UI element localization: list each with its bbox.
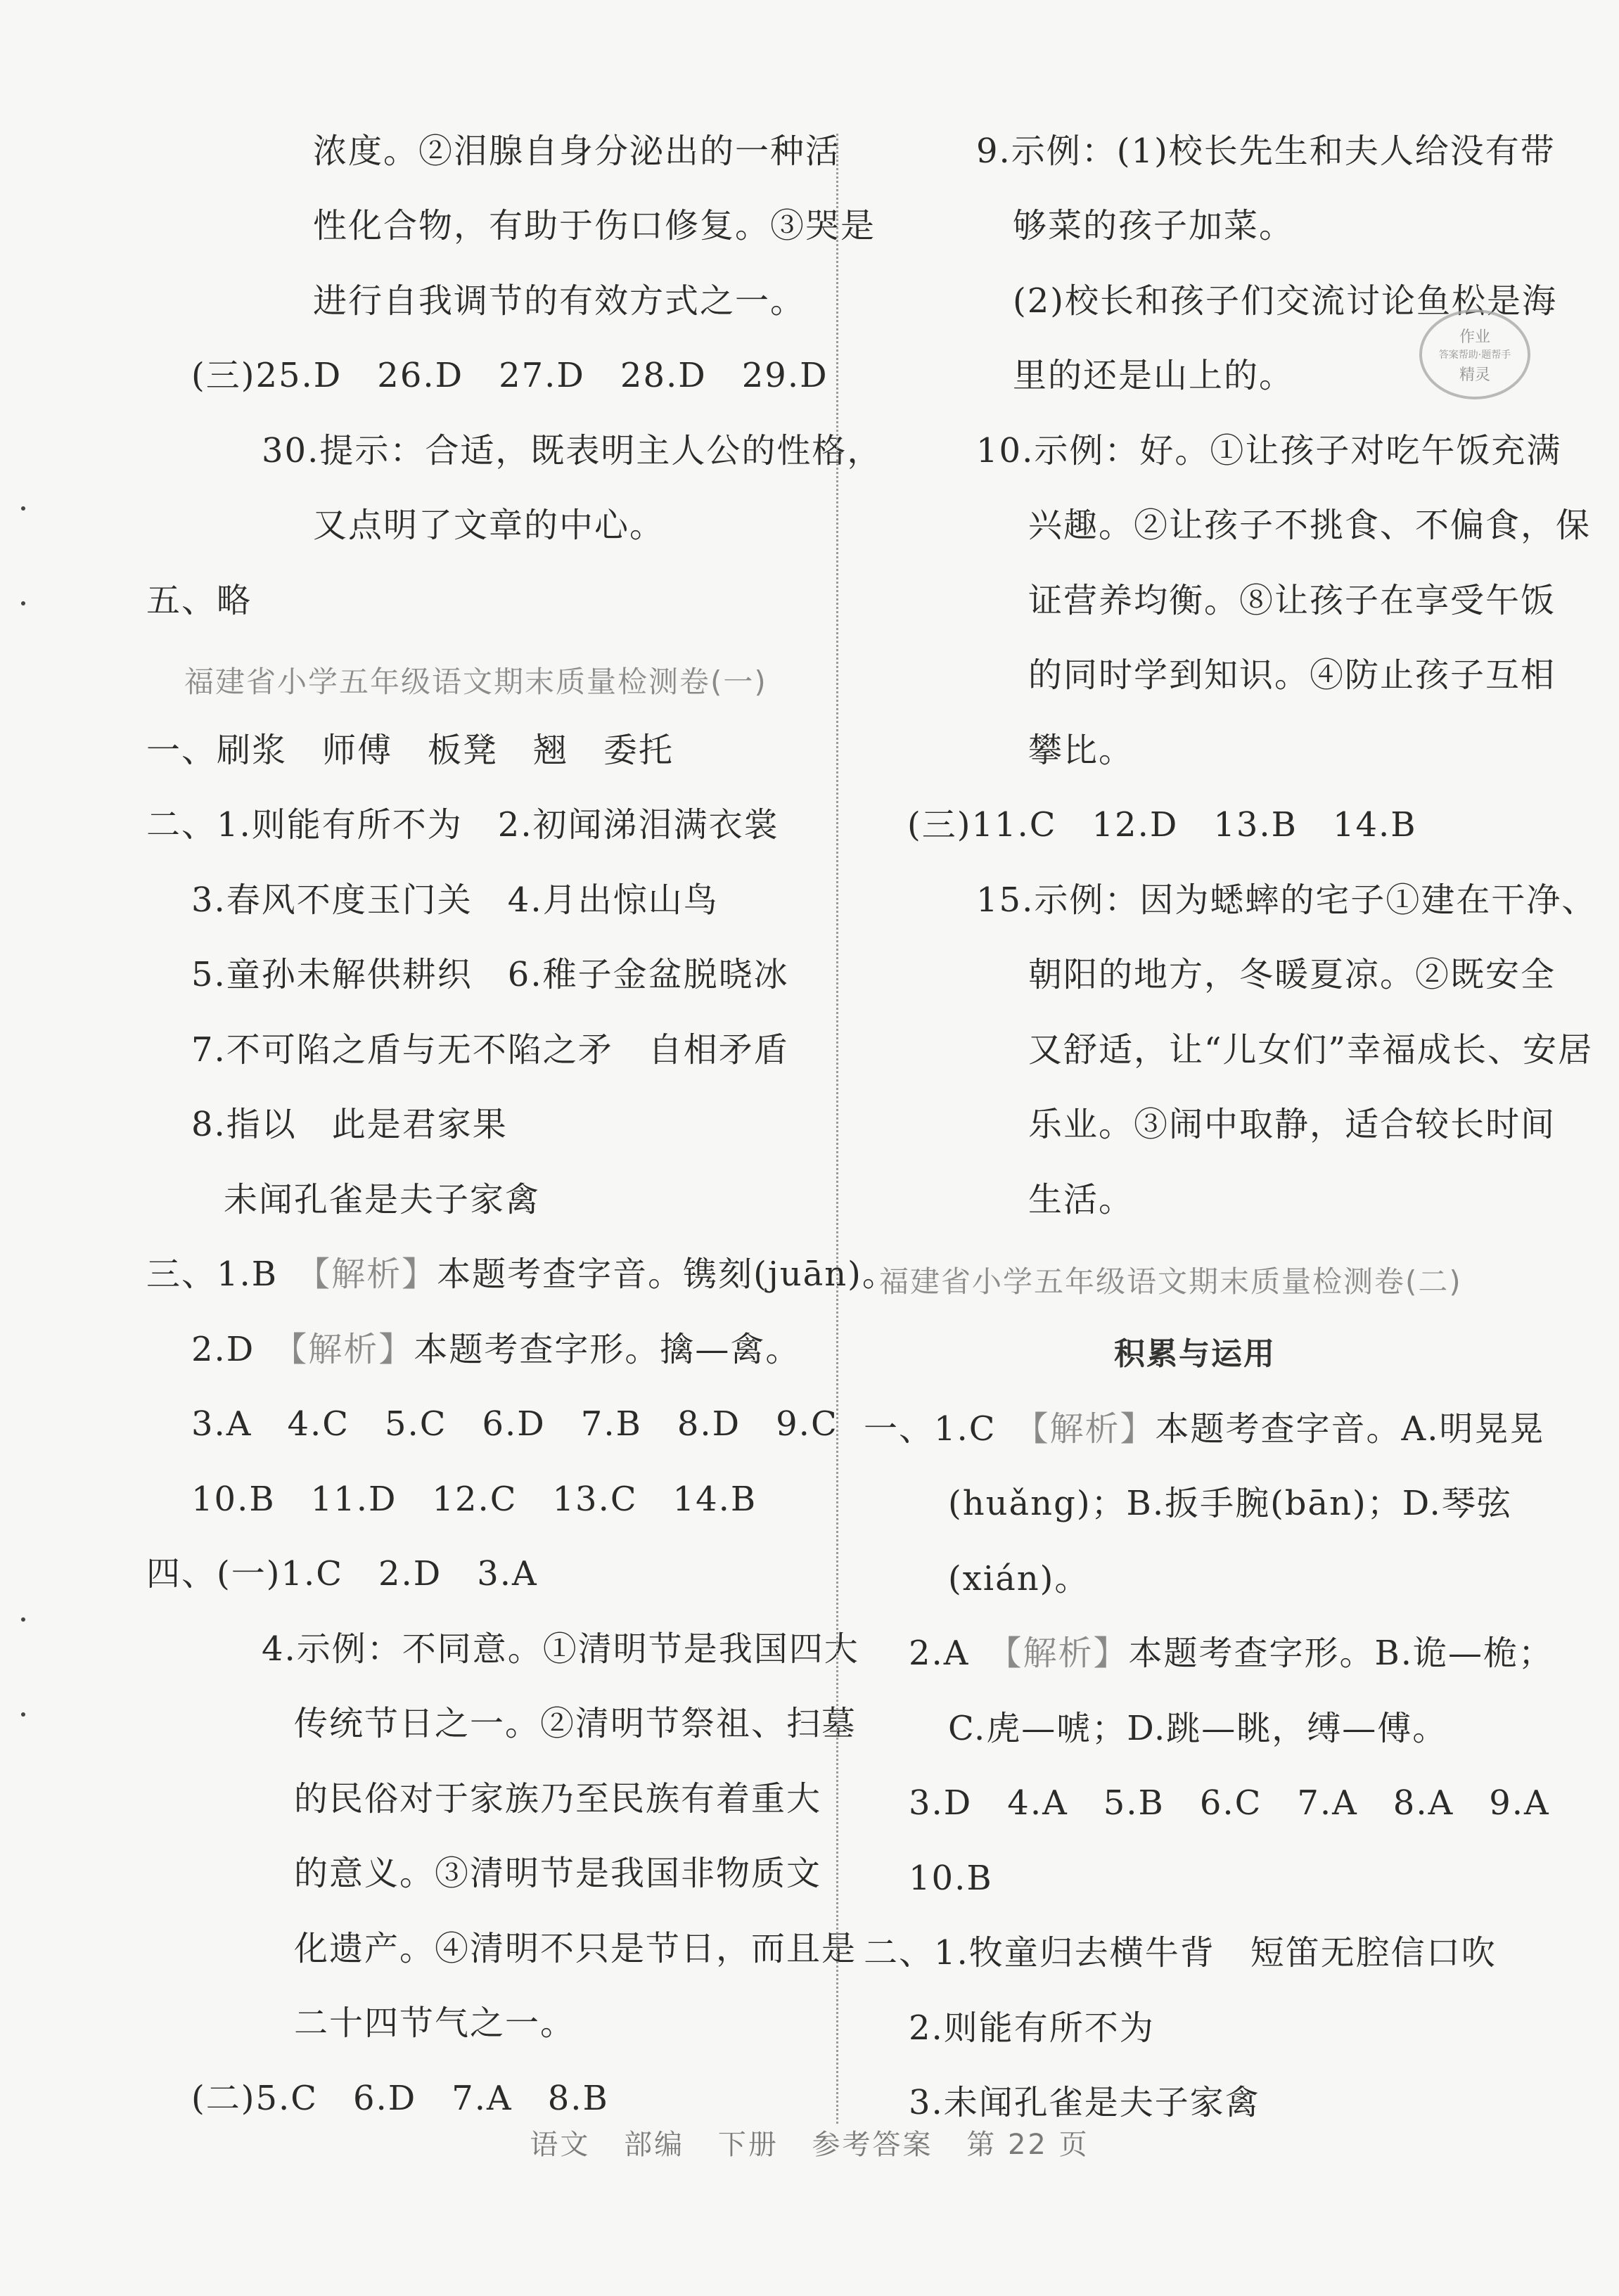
section-heading: 福建省小学五年级语文期末质量检测卷(一) bbox=[184, 665, 767, 699]
answer-line: 四、(一)1.C 2.D 3.A bbox=[146, 1554, 538, 1593]
answer-line: 4.示例：不同意。①清明节是我国四大 bbox=[262, 1629, 859, 1669]
answer-line: 5.童孙未解供耕织 6.稚子金盆脱晓冰 bbox=[191, 955, 789, 994]
column-divider bbox=[836, 134, 838, 2124]
answer-line: 二十四节气之一。 bbox=[294, 2003, 576, 2043]
footer-subject: 语文 bbox=[530, 2129, 591, 2161]
answer-line: 性化合物，有助于伤口修复。③哭是 bbox=[313, 206, 876, 245]
answer-line: 五、略 bbox=[146, 581, 252, 620]
stamp-text-bottom: 精灵 bbox=[1459, 366, 1490, 384]
answer-line: 进行自我调节的有效方式之一。 bbox=[313, 281, 806, 321]
answer-line: (三)11.C 12.D 13.B 14.B bbox=[907, 805, 1417, 845]
answer-line: (huǎng)；B.扳手腕(bān)；D.琴弦 bbox=[948, 1484, 1512, 1523]
section-subheading: 积累与运用 bbox=[1114, 1336, 1276, 1372]
answer-line: 攀比。 bbox=[1028, 731, 1134, 770]
answer-line: 证营养均衡。⑧让孩子在享受午饭 bbox=[1028, 581, 1556, 620]
analysis-text: 本题考查字音。镌刻(juān)。 bbox=[437, 1255, 897, 1294]
answer-line: (xián)。 bbox=[948, 1559, 1090, 1598]
analysis-tag: 【解析】 bbox=[313, 1255, 437, 1294]
answer-prefix: 2.D bbox=[191, 1330, 290, 1369]
answer-line: 30.提示：合适，既表明主人公的性格， bbox=[262, 431, 883, 470]
answer-line: 的民俗对于家族乃至民族有着重大 bbox=[294, 1779, 822, 1819]
analysis-text: 本题考查字音。A.明晃晃 bbox=[1155, 1409, 1545, 1449]
scan-mark bbox=[21, 601, 25, 605]
analysis-text: 本题考查字形。B.诡—桅； bbox=[1128, 1634, 1554, 1673]
answer-line: 二、1.牧童归去横牛背 短笛无腔信口吹 bbox=[864, 1933, 1497, 1973]
answer-prefix: 2.A bbox=[909, 1634, 1005, 1673]
answer-line: 兴趣。②让孩子不挑食、不偏食，保 bbox=[1028, 506, 1592, 545]
answer-line: 7.不可陷之盾与无不陷之矛 自相矛盾 bbox=[191, 1030, 789, 1070]
answer-line-analysis bbox=[864, 1408, 1544, 1450]
answer-line: 又舒适，让“儿女们”幸福成长、安居 bbox=[1028, 1030, 1594, 1070]
answer-line: 又点明了文章的中心。 bbox=[313, 506, 665, 545]
analysis-tag: 【解析】 bbox=[290, 1330, 414, 1369]
scan-mark bbox=[21, 506, 25, 511]
answer-line: 一、刷浆 师傅 板凳 翘 委托 bbox=[146, 731, 674, 770]
footer-label: 参考答案 bbox=[812, 2129, 933, 2161]
answer-line: 生活。 bbox=[1028, 1180, 1134, 1219]
answer-prefix: 三、1.B bbox=[146, 1255, 314, 1294]
analysis-tag: 【解析】 bbox=[1004, 1634, 1129, 1673]
answer-line: 化遗产。④清明不只是节日，而且是 bbox=[294, 1929, 857, 1968]
answer-line: C.虎—唬；D.跳—眺，缚—傅。 bbox=[948, 1709, 1448, 1748]
footer-volume: 下册 bbox=[717, 2129, 779, 2161]
section-heading: 福建省小学五年级语文期末质量检测卷(二) bbox=[879, 1264, 1462, 1299]
answer-line-analysis bbox=[191, 1328, 800, 1371]
answer-line: 里的还是山上的。 bbox=[1013, 356, 1295, 395]
answer-line: 3.未闻孔雀是夫子家禽 bbox=[909, 2083, 1260, 2122]
answer-line: 朝阳的地方，冬暖夏凉。②既安全 bbox=[1028, 955, 1556, 994]
answer-line: (三)25.D 26.D 27.D 28.D 29.D bbox=[191, 356, 828, 395]
answer-line: 未闻孔雀是夫子家禽 bbox=[224, 1180, 541, 1219]
scan-mark bbox=[21, 1712, 25, 1717]
answer-line: (2)校长和孩子们交流讨论鱼松是海 bbox=[1013, 281, 1557, 321]
watermark-stamp bbox=[1419, 309, 1530, 399]
answer-line: 2.则能有所不为 bbox=[909, 2008, 1155, 2048]
answer-line: 10.B bbox=[909, 1859, 993, 1898]
answer-line: (二)5.C 6.D 7.A 8.B bbox=[191, 2079, 609, 2118]
answer-line: 的意义。③清明节是我国非物质文 bbox=[294, 1854, 822, 1893]
analysis-tag: 【解析】 bbox=[1031, 1409, 1156, 1449]
answer-line: 浓度。②泪腺自身分泌出的一种活 bbox=[313, 132, 841, 171]
answer-line: 乐业。③闹中取静，适合较长时间 bbox=[1028, 1105, 1556, 1144]
answer-line: 3.D 4.A 5.B 6.C 7.A 8.A 9.A bbox=[909, 1783, 1550, 1823]
answer-line: 3.春风不度玉门关 4.月出惊山鸟 bbox=[191, 880, 719, 920]
scan-mark bbox=[21, 1617, 25, 1622]
answer-line: 15.示例：因为蟋蟀的宅子①建在干净、 bbox=[976, 880, 1597, 920]
answer-line: 10.B 11.D 12.C 13.C 14.B bbox=[191, 1480, 757, 1519]
answer-line: 8.指以 此是君家果 bbox=[191, 1105, 508, 1144]
answer-line-analysis bbox=[146, 1253, 897, 1295]
answer-line: 的同时学到知识。④防止孩子互相 bbox=[1028, 655, 1556, 695]
answer-line: 传统节日之一。②清明节祭祖、扫墓 bbox=[294, 1704, 857, 1743]
answer-line: 够菜的孩子加菜。 bbox=[1013, 206, 1295, 245]
page-footer bbox=[0, 2124, 1619, 2166]
footer-page-number: 第 22 页 bbox=[966, 2129, 1089, 2161]
answer-line: 二、1.则能有所不为 2.初闻涕泪满衣裳 bbox=[146, 805, 779, 845]
answer-line-analysis bbox=[909, 1632, 1554, 1674]
answer-line: 3.A 4.C 5.C 6.D 7.B 8.D 9.C bbox=[191, 1404, 838, 1444]
stamp-text-top: 作业 bbox=[1459, 328, 1490, 346]
analysis-text: 本题考查字形。擒—禽。 bbox=[414, 1330, 801, 1369]
answer-line: 10.示例：好。①让孩子对吃午饭充满 bbox=[976, 431, 1562, 470]
footer-edition: 部编 bbox=[624, 2129, 685, 2161]
stamp-text-middle: 答案帮助·题帮手 bbox=[1438, 349, 1511, 361]
answer-prefix: 一、1.C bbox=[864, 1409, 1032, 1449]
answer-line: 9.示例：(1)校长先生和夫人给没有带 bbox=[976, 132, 1556, 171]
